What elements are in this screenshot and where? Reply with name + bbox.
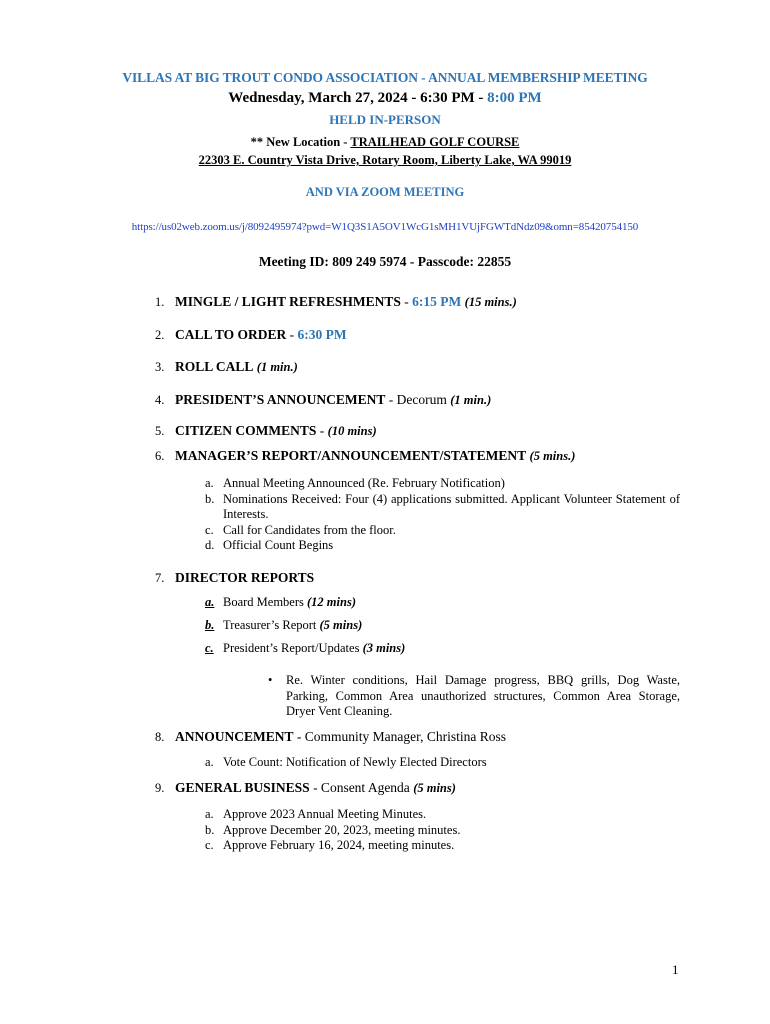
- item-number: 3.: [155, 360, 165, 374]
- director-sub-item-b: [205, 618, 680, 634]
- list-item: [205, 807, 680, 823]
- director-sub-item-c: [205, 641, 680, 657]
- list-item: [205, 476, 680, 492]
- new-location-prefix: ** New Location -: [250, 135, 351, 149]
- list-item: [205, 838, 680, 854]
- list-marker: b.: [205, 491, 215, 506]
- item-number: 7.: [155, 571, 165, 585]
- announcement-sub-list: [205, 755, 680, 771]
- item-rest: - Decorum: [385, 392, 451, 407]
- item-sep: -: [400, 294, 413, 309]
- list-text: Approve 2023 Annual Meeting Minutes.: [223, 807, 427, 821]
- item-title: DIRECTOR REPORTS: [175, 570, 315, 585]
- item-number: 1.: [155, 295, 165, 309]
- bullet-icon: •: [268, 673, 273, 687]
- item-title: GENERAL BUSINESS: [175, 780, 310, 795]
- item-duration: (1 min.): [450, 393, 492, 407]
- list-text: Board Members: [223, 595, 308, 609]
- page-number: 1: [672, 962, 679, 977]
- agenda-item-9: [155, 780, 456, 796]
- list-text: Official Count Begins: [223, 538, 334, 552]
- item-duration: (3 mins): [362, 641, 406, 655]
- list-marker: c.: [205, 641, 214, 655]
- held-in-person: HELD IN-PERSON: [329, 112, 441, 127]
- agenda-item-8: [155, 729, 506, 745]
- item-title: ANNOUNCEMENT: [175, 729, 294, 744]
- new-location: [0, 135, 770, 150]
- list-text: Approve February 16, 2024, meeting minutes.: [223, 838, 455, 852]
- item-title: MINGLE / LIGHT REFRESHMENTS: [175, 294, 401, 309]
- meeting-end-time: 8:00 PM: [487, 90, 542, 106]
- list-text: Nominations Received: Four (4) applications submitted. Applicant Volunteer Statement of Interests.: [223, 491, 680, 521]
- director-sub-item-a: [205, 595, 680, 611]
- item-sep: -: [286, 327, 298, 342]
- item-time: 6:15 PM: [412, 294, 462, 309]
- list-text: Call for Candidates from the floor.: [223, 522, 396, 537]
- list-text: Approve December 20, 2023, meeting minutes.: [223, 822, 461, 837]
- item-rest: -: [316, 423, 328, 438]
- list-item: [205, 755, 680, 771]
- list-text: Annual Meeting Announced (Re. February Notification): [223, 476, 505, 490]
- list-marker: a.: [205, 476, 214, 490]
- agenda-item-1: [155, 294, 517, 310]
- agenda-item-2: [155, 327, 347, 343]
- list-text: President’s Report/Updates: [223, 641, 363, 655]
- new-location-name: TRAILHEAD GOLF COURSE: [350, 135, 520, 149]
- item-number: 6.: [155, 449, 165, 463]
- general-sub-list: [205, 807, 680, 854]
- agenda-item-6: [155, 448, 575, 464]
- item-duration: (5 mins.): [529, 449, 576, 463]
- president-update-bullet: [268, 673, 680, 720]
- list-marker: a.: [205, 807, 214, 821]
- list-marker: d.: [205, 538, 215, 552]
- item-title: ROLL CALL: [175, 359, 254, 374]
- item-number: 4.: [155, 393, 165, 407]
- document-title: VILLAS AT BIG TROUT CONDO ASSOCIATION - ANNUAL MEMBERSHIP MEETING: [122, 70, 648, 85]
- list-text: Vote Count: Notification of Newly Elected Directors: [223, 755, 487, 769]
- location-address: 22303 E. Country Vista Drive, Rotary Room, Liberty Lake, WA 99019: [198, 153, 572, 167]
- item-duration: (1 min.): [256, 360, 298, 374]
- list-marker: c.: [205, 838, 214, 852]
- list-item: [205, 492, 680, 523]
- item-title: CALL TO ORDER: [175, 327, 287, 342]
- item-number: 9.: [155, 781, 165, 795]
- zoom-link[interactable]: https://us02web.zoom.us/j/8092495974?pwd=W1Q3S1A5OV1WcG1sMH1VUjFGWTdNdz09&omn=85420754150: [131, 221, 639, 233]
- list-marker: a.: [205, 595, 215, 609]
- item-duration: (15 mins.): [464, 295, 517, 309]
- list-text: Treasurer’s Report: [223, 618, 320, 632]
- item-duration: (12 mins): [307, 595, 356, 609]
- item-rest: - Consent Agenda: [309, 780, 414, 795]
- item-title: MANAGER’S REPORT/ANNOUNCEMENT/STATEMENT: [175, 448, 527, 463]
- agenda-item-3: [155, 359, 298, 375]
- meeting-date: [0, 90, 770, 107]
- meeting-id: Meeting ID: 809 249 5974 - Passcode: 22855: [258, 254, 512, 269]
- list-item: [205, 538, 680, 554]
- item-duration: (5 mins): [413, 781, 456, 795]
- item-number: 8.: [155, 730, 165, 744]
- agenda-item-4: [155, 392, 491, 408]
- list-item: [205, 823, 680, 839]
- list-item: [205, 523, 680, 539]
- item-rest: - Community Manager, Christina Ross: [293, 729, 506, 744]
- list-marker: b.: [205, 822, 215, 837]
- list-marker: a.: [205, 755, 214, 769]
- list-marker: b.: [205, 618, 215, 632]
- item-number: 2.: [155, 328, 165, 342]
- item-time: 6:30 PM: [297, 327, 347, 342]
- agenda-item-5: [155, 423, 377, 439]
- meeting-date-text: Wednesday, March 27, 2024 - 6:30 PM -: [228, 90, 488, 106]
- agenda-item-7: [155, 570, 314, 586]
- item-number: 5.: [155, 424, 165, 438]
- zoom-heading: AND VIA ZOOM MEETING: [305, 185, 465, 199]
- bullet-text: Re. Winter conditions, Hail Damage progress, BBQ grills, Dog Waste, Parking, Common Area unauthorized structures, Common Area Storage, Dryer Vent Cleaning.: [286, 673, 680, 718]
- item-duration: (10 mins): [327, 424, 377, 438]
- list-marker: c.: [205, 522, 214, 537]
- item-duration: (5 mins): [319, 618, 363, 632]
- manager-sub-list: [205, 476, 680, 554]
- item-title: CITIZEN COMMENTS: [175, 423, 317, 438]
- item-title: PRESIDENT’S ANNOUNCEMENT: [175, 392, 386, 407]
